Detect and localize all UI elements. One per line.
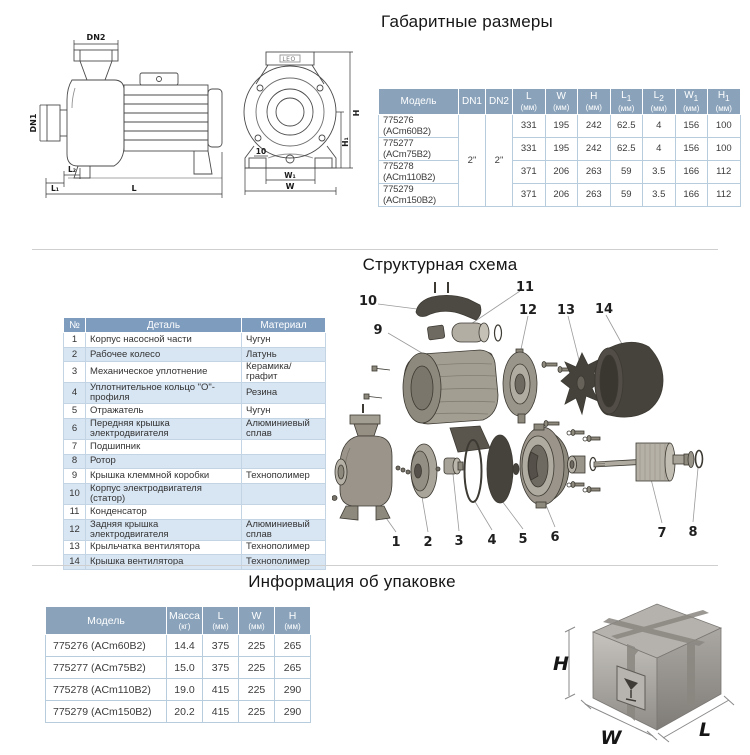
dimensions-section-title: Габаритные размеры [381, 12, 553, 31]
structure-section-title: Структурная схема [362, 255, 518, 274]
col-dim-h: H (мм) [578, 89, 611, 115]
parts-row [64, 404, 326, 419]
col-dim-l: L (мм) [513, 89, 546, 115]
part-num-cell: 1 [64, 333, 86, 348]
value-cell: 100 [708, 114, 741, 137]
part-number-6: 6 [550, 530, 560, 545]
part-num-cell: 11 [64, 504, 86, 519]
pack-model-cell: 775276 (ACm60B2) [46, 635, 167, 657]
value-cell: 156 [675, 114, 708, 137]
pack-value-cell: 225 [239, 701, 275, 723]
value-cell: 206 [545, 183, 578, 206]
part-number-12: 12 [518, 303, 538, 318]
col-dn1: DN1 [459, 89, 486, 115]
part-name-cell: Механическое уплотнение [86, 362, 242, 383]
dn1-label: DN1 [29, 113, 38, 133]
part-number-14: 14 [594, 302, 614, 317]
parts-row [64, 347, 326, 362]
part-material-cell: Латунь [242, 347, 326, 362]
part-name-cell: Ротор [86, 454, 242, 469]
dims-row [379, 160, 741, 183]
part-num-cell: 10 [64, 483, 86, 504]
pack-value-cell: 14.4 [167, 635, 203, 657]
value-cell: 4 [643, 114, 676, 137]
part-num-cell: 12 [64, 519, 86, 540]
base-offset-label: 10 [255, 147, 267, 156]
value-cell: 331 [513, 114, 546, 137]
parts-col-1: Деталь [86, 318, 242, 333]
value-cell: 195 [545, 137, 578, 160]
pack-col-1: Масса (кг) [167, 607, 203, 635]
part-number-2: 2 [423, 535, 433, 550]
part-material-cell: Чугун [242, 333, 326, 348]
value-cell: 3.5 [643, 183, 676, 206]
dimensions-table-header [379, 89, 741, 115]
section-divider-2 [32, 565, 718, 566]
part-name-cell: Уплотнительное кольцо "О"- профиля [86, 383, 242, 404]
value-cell: 242 [578, 137, 611, 160]
l-label: L [131, 184, 137, 193]
parts-row [64, 439, 326, 454]
pack-model-cell: 775278 (ACm110B2) [46, 679, 167, 701]
h1-label: H₁ [341, 137, 350, 147]
dn2-label: DN2 [86, 33, 106, 42]
part-num-cell: 14 [64, 555, 86, 570]
pack-value-cell: 265 [275, 635, 311, 657]
part-material-cell [242, 483, 326, 504]
pack-col-2: L (мм) [203, 607, 239, 635]
exploded-view-diagram [332, 276, 732, 576]
parts-row [64, 333, 326, 348]
value-cell: 263 [578, 183, 611, 206]
part-num-cell: 8 [64, 454, 86, 469]
pump-drawing-svg [28, 28, 363, 208]
part-material-cell: Алюминиевый сплав [242, 519, 326, 540]
pack-value-cell: 375 [203, 657, 239, 679]
parts-row [64, 483, 326, 504]
col-dim-l1: $L_1$ (мм) [610, 89, 643, 115]
value-cell: 59 [610, 160, 643, 183]
dims-row [379, 114, 741, 137]
dimensions-table [378, 88, 741, 207]
parts-row [64, 504, 326, 519]
exploded-svg [332, 276, 732, 571]
pack-row [46, 635, 311, 657]
pack-model-cell: 775279 (ACm150B2) [46, 701, 167, 723]
part-name-cell: Подшипник [86, 439, 242, 454]
package-table [45, 606, 311, 723]
col-dim-w1: $W_1$ (мм) [675, 89, 708, 115]
packaging-section-title: Информация об упаковке [248, 572, 456, 591]
value-cell: 100 [708, 137, 741, 160]
part-number-9: 9 [373, 323, 383, 338]
w-label: W [285, 182, 295, 191]
part-number-7: 7 [657, 526, 667, 541]
part-name-cell: Корпус насосной части [86, 333, 242, 348]
parts-row [64, 519, 326, 540]
pack-value-cell: 265 [275, 657, 311, 679]
part-number-11: 11 [515, 280, 535, 295]
part-number-3: 3 [454, 534, 464, 549]
value-cell: 242 [578, 114, 611, 137]
value-cell: 263 [578, 160, 611, 183]
l2-label: L₂ [67, 165, 77, 174]
section-divider-1 [32, 249, 718, 250]
package-table-header [46, 607, 311, 635]
parts-table-body [64, 333, 326, 570]
part-num-cell: 13 [64, 540, 86, 555]
part-num-cell: 4 [64, 383, 86, 404]
part-material-cell: Технополимер [242, 469, 326, 484]
part-name-cell: Передняя крышка электродвигателя [86, 418, 242, 439]
value-cell: 195 [545, 114, 578, 137]
part-num-cell: 5 [64, 404, 86, 419]
part-name-cell: Отражатель [86, 404, 242, 419]
part-material-cell [242, 454, 326, 469]
pack-model-cell: 775277 (ACm75B2) [46, 657, 167, 679]
parts-col-2: Материал [242, 318, 326, 333]
pack-value-cell: 290 [275, 679, 311, 701]
value-cell: 166 [675, 160, 708, 183]
pack-col-4: H (мм) [275, 607, 311, 635]
pack-value-cell: 15.0 [167, 657, 203, 679]
box-length-label: L [698, 719, 712, 741]
box-width-label: W [600, 727, 622, 749]
value-cell: 59 [610, 183, 643, 206]
part-name-cell: Конденсатор [86, 504, 242, 519]
parts-row [64, 555, 326, 570]
pack-col-3: W (мм) [239, 607, 275, 635]
part-number-8: 8 [688, 525, 698, 540]
model-cell: 775278 (ACm110B2) [379, 160, 459, 183]
pack-col-0: Модель [46, 607, 167, 635]
dn1-value: 2" [459, 114, 486, 206]
col-dim-h1: $H_1$ (мм) [708, 89, 741, 115]
value-cell: 371 [513, 183, 546, 206]
parts-col-0: № [64, 318, 86, 333]
col-dim-w: W (мм) [545, 89, 578, 115]
parts-table-header [64, 318, 326, 333]
part-material-cell: Алюминиевый сплав [242, 418, 326, 439]
dn2-value: 2" [486, 114, 513, 206]
package-box-svg [553, 586, 750, 750]
value-cell: 166 [675, 183, 708, 206]
pack-row [46, 657, 311, 679]
pump-dimension-drawing [28, 28, 363, 213]
parts-row [64, 418, 326, 439]
value-cell: 112 [708, 183, 741, 206]
dims-header-row [379, 89, 741, 115]
part-number-4: 4 [487, 533, 497, 548]
parts-header-row [64, 318, 326, 333]
value-cell: 156 [675, 137, 708, 160]
parts-row [64, 469, 326, 484]
pack-value-cell: 415 [203, 701, 239, 723]
part-num-cell: 9 [64, 469, 86, 484]
pack-row [46, 701, 311, 723]
pack-row [46, 679, 311, 701]
part-name-cell: Крышка клеммной коробки [86, 469, 242, 484]
brand-logo-text: LEO [282, 56, 296, 63]
part-name-cell: Корпус электродвигателя (статор) [86, 483, 242, 504]
parts-row [64, 540, 326, 555]
part-number-13: 13 [556, 303, 576, 318]
pack-header-row [46, 607, 311, 635]
col-dn2: DN2 [486, 89, 513, 115]
part-material-cell: Чугун [242, 404, 326, 419]
part-num-cell: 2 [64, 347, 86, 362]
package-table-body [46, 635, 311, 723]
value-cell: 112 [708, 160, 741, 183]
parts-table [63, 317, 326, 570]
parts-row [64, 383, 326, 404]
parts-row [64, 454, 326, 469]
value-cell: 62.5 [610, 137, 643, 160]
part-name-cell: Задняя крышка электродвигателя [86, 519, 242, 540]
part-material-cell: Керамика/графит [242, 362, 326, 383]
part-material-cell: Технополимер [242, 555, 326, 570]
model-cell: 775279 (ACm150B2) [379, 183, 459, 206]
part-num-cell: 7 [64, 439, 86, 454]
box-height-label: H [553, 653, 569, 675]
pack-value-cell: 20.2 [167, 701, 203, 723]
pack-value-cell: 225 [239, 635, 275, 657]
value-cell: 4 [643, 137, 676, 160]
part-material-cell [242, 439, 326, 454]
h-label: H [352, 109, 361, 117]
pack-value-cell: 225 [239, 657, 275, 679]
parts-row [64, 362, 326, 383]
dimensions-table-body [379, 114, 741, 206]
value-cell: 371 [513, 160, 546, 183]
part-material-cell: Технополимер [242, 540, 326, 555]
part-number-1: 1 [391, 535, 401, 550]
part-number-10: 10 [358, 294, 378, 309]
col-dim-l2: $L_2$ (мм) [643, 89, 676, 115]
part-material-cell [242, 504, 326, 519]
value-cell: 62.5 [610, 114, 643, 137]
dims-row [379, 137, 741, 160]
pack-value-cell: 225 [239, 679, 275, 701]
dims-row [379, 183, 741, 206]
pack-value-cell: 290 [275, 701, 311, 723]
part-name-cell: Крышка вентилятора [86, 555, 242, 570]
part-material-cell: Резина [242, 383, 326, 404]
pack-value-cell: 415 [203, 679, 239, 701]
w1-label: W₁ [284, 171, 296, 180]
part-name-cell: Рабочее колесо [86, 347, 242, 362]
part-num-cell: 6 [64, 418, 86, 439]
col-model: Модель [379, 89, 459, 115]
value-cell: 206 [545, 160, 578, 183]
l1-label: L₁ [50, 184, 60, 193]
package-box-illustration [553, 586, 750, 755]
pack-value-cell: 19.0 [167, 679, 203, 701]
value-cell: 331 [513, 137, 546, 160]
pack-value-cell: 375 [203, 635, 239, 657]
part-num-cell: 3 [64, 362, 86, 383]
value-cell: 3.5 [643, 160, 676, 183]
part-number-5: 5 [518, 532, 528, 547]
model-cell: 775277 (ACm75B2) [379, 137, 459, 160]
model-cell: 775276 (ACm60B2) [379, 114, 459, 137]
part-name-cell: Крыльчатка вентилятора [86, 540, 242, 555]
